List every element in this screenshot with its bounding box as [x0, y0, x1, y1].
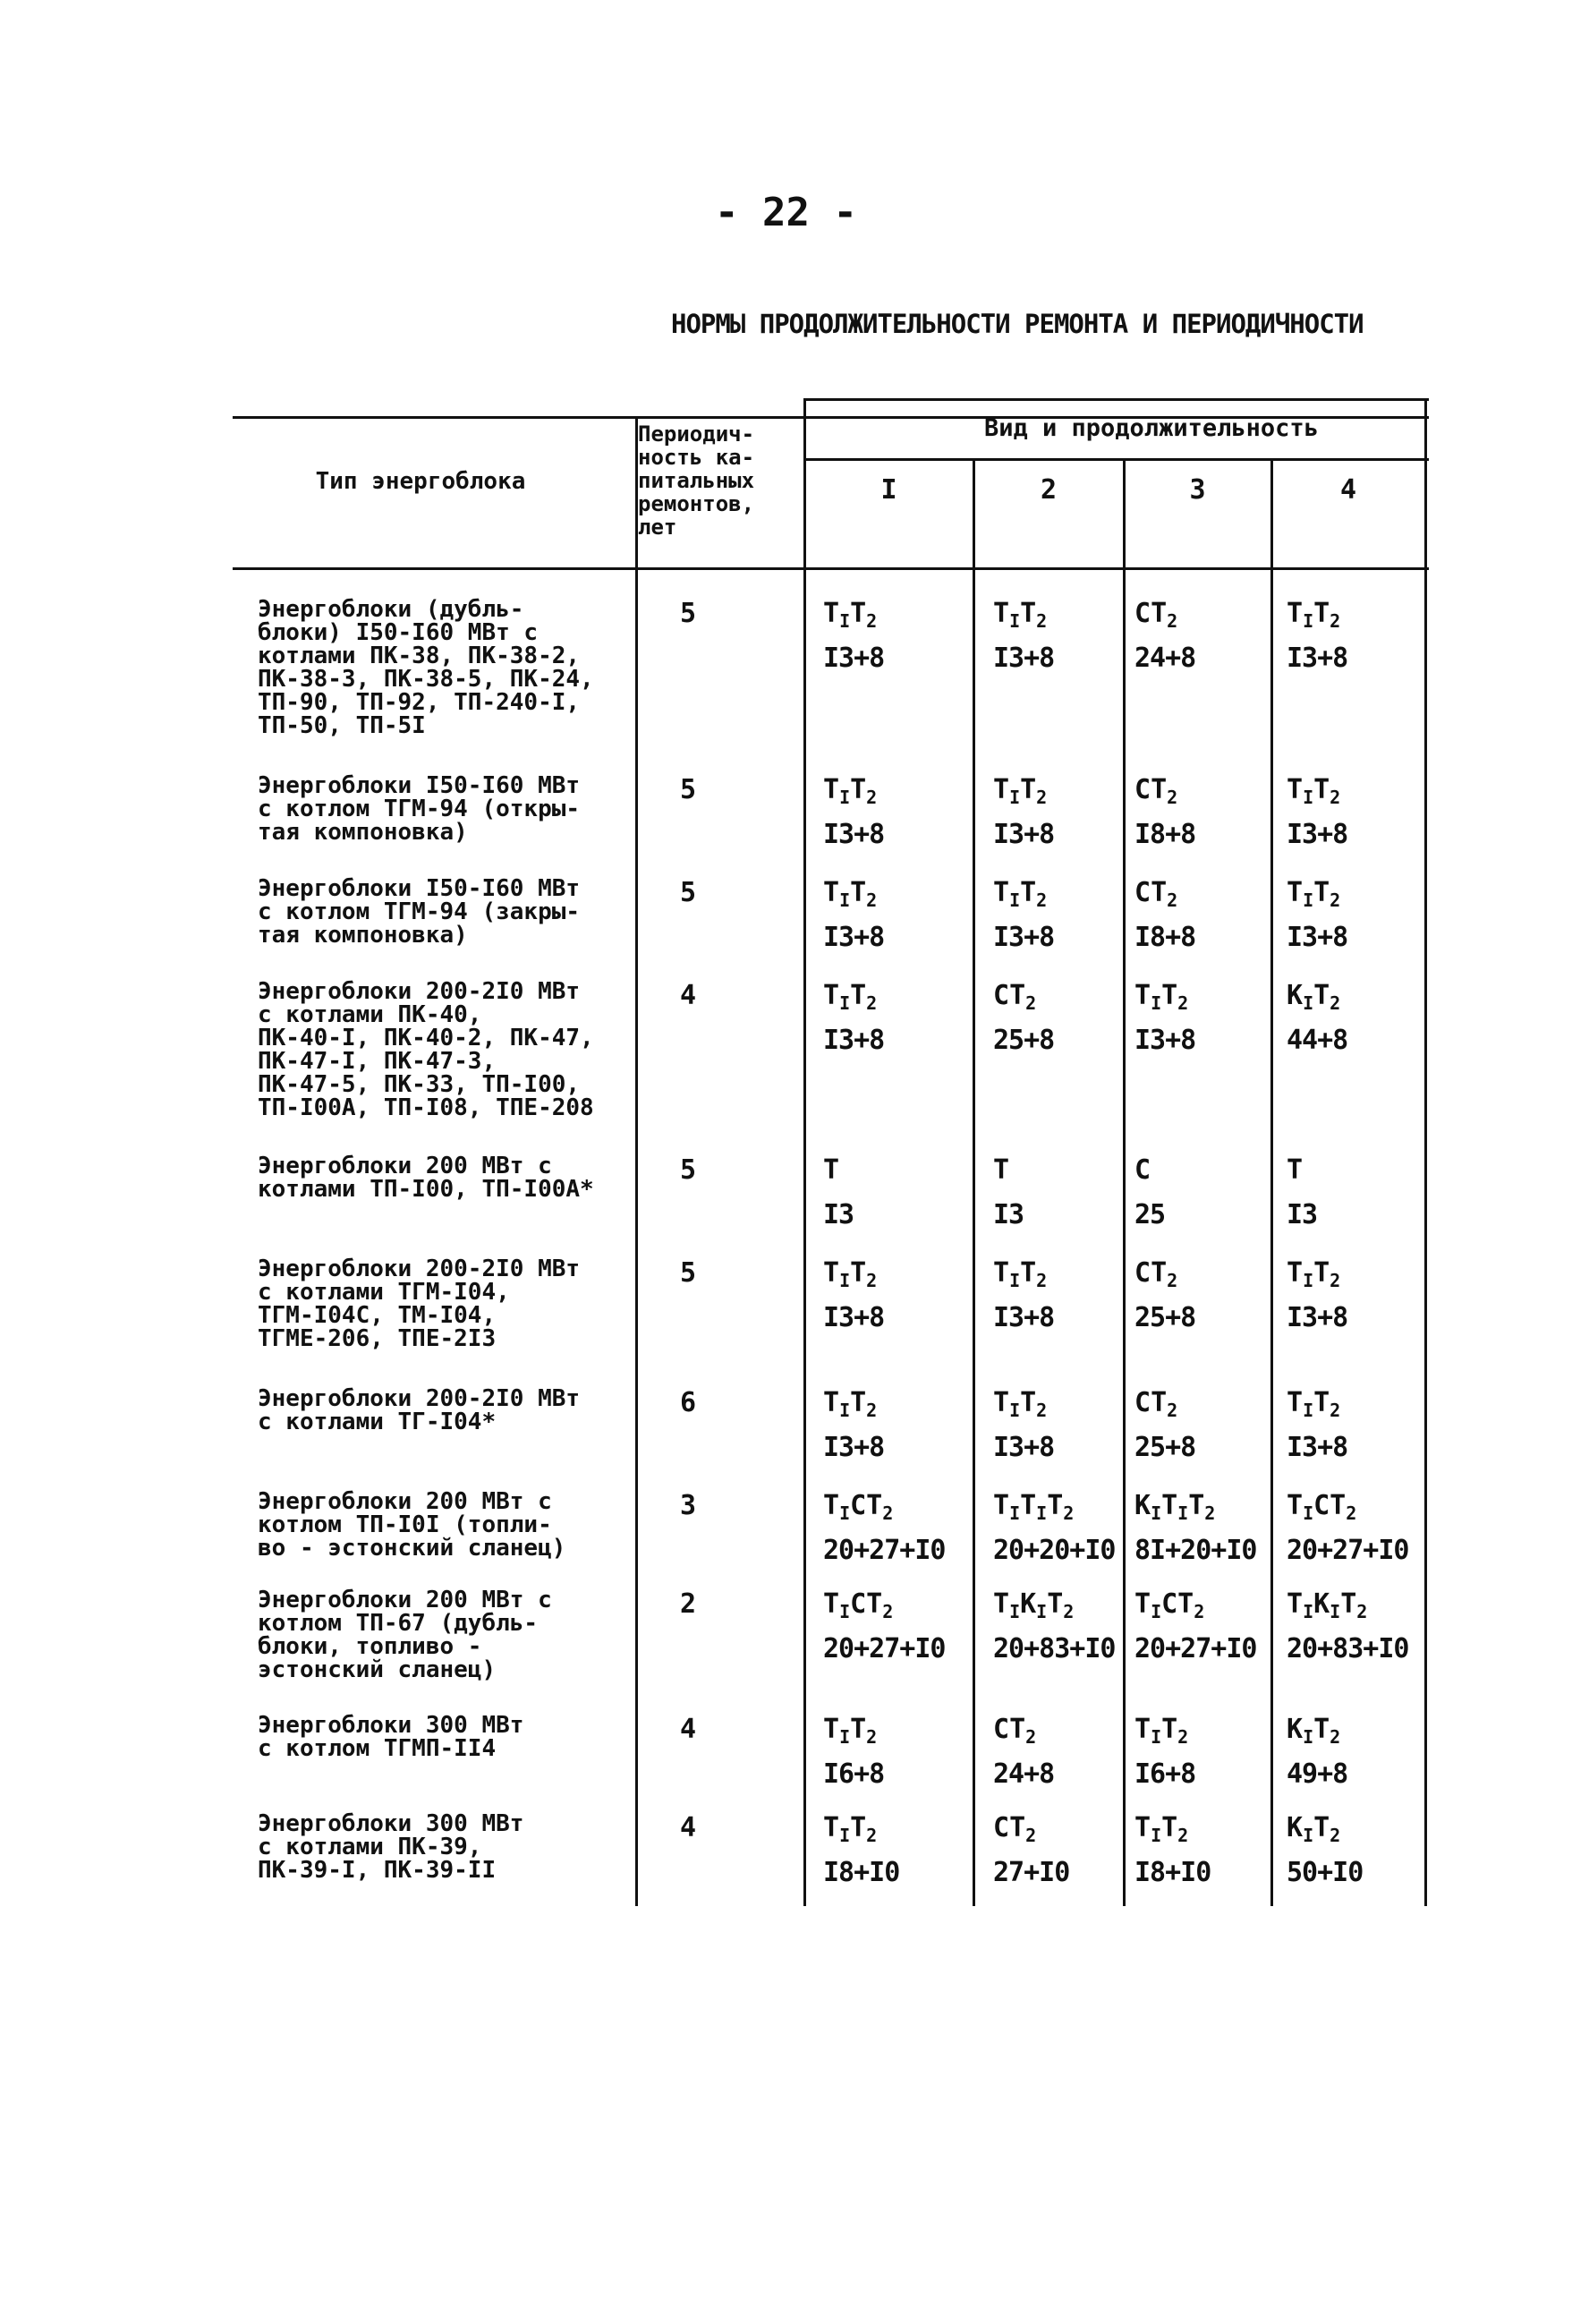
description-line: с котлами ТГ-I04* — [258, 1409, 497, 1435]
repair-duration: 25+8 — [993, 1025, 1055, 1056]
repair-cell — [1134, 598, 1195, 674]
page-number: - 22 - — [715, 190, 857, 235]
repair-code: $T_IT_2$ — [823, 1714, 878, 1748]
row-description — [258, 598, 633, 737]
repair-cell — [823, 1154, 854, 1230]
repair-code: $T_IT_2$ — [823, 1387, 878, 1421]
repair-code: $T_IT_2$ — [1287, 598, 1341, 632]
repair-duration: I3+8 — [1287, 1432, 1348, 1463]
row-description — [258, 980, 633, 1119]
col-divider-3 — [973, 458, 975, 1906]
repair-cell — [1134, 1387, 1195, 1463]
description-line: ТП-50, ТП-5I — [258, 712, 426, 739]
repair-duration: 24+8 — [1134, 643, 1196, 674]
header-period-line: ремонтов, — [638, 491, 755, 516]
header-type: Тип энергоблока — [315, 468, 526, 495]
repair-duration: 20+83+I0 — [993, 1633, 1116, 1664]
row-period: 4 — [680, 1714, 697, 1745]
description-line: котлом ТП-I0I (топли- — [258, 1511, 552, 1538]
row-period: 6 — [680, 1387, 697, 1418]
repair-duration: 20+27+I0 — [1134, 1633, 1257, 1664]
repair-duration: 8I+20+I0 — [1134, 1535, 1257, 1566]
repair-duration: I3+8 — [823, 643, 885, 674]
repair-code: $CT_2$ — [1134, 598, 1178, 632]
repair-cell — [1134, 877, 1195, 953]
description-line: Энергоблоки 300 МВт — [258, 1810, 524, 1837]
repair-cell — [1287, 598, 1347, 674]
repair-cell — [823, 1490, 946, 1566]
column-number: 3 — [1189, 474, 1206, 506]
repair-duration: I8+8 — [1134, 922, 1196, 953]
repair-cell — [1287, 877, 1347, 953]
header-bottom-rule — [233, 567, 1429, 570]
repair-duration: 27+I0 — [993, 1857, 1070, 1888]
repair-duration: 20+27+I0 — [823, 1535, 946, 1566]
description-line: ТГМ-I04С, ТМ-I04, — [258, 1302, 497, 1329]
repair-cell — [1134, 1490, 1257, 1566]
repair-duration: I3+8 — [1287, 643, 1348, 674]
repair-cell — [1134, 1257, 1195, 1333]
repair-cell — [993, 877, 1054, 953]
description-line: Энергоблоки 200-2I0 МВт — [258, 978, 581, 1005]
kind-subheader-rule — [805, 458, 1429, 461]
repair-code: $CT_2$ — [1134, 1257, 1178, 1291]
repair-duration: I6+8 — [1134, 1758, 1196, 1790]
description-line: Энергоблоки 200 МВт с — [258, 1488, 552, 1515]
repair-code: $T_IT_IT_2$ — [993, 1490, 1075, 1524]
row-period: 5 — [680, 1154, 697, 1186]
description-line: с котлами ПК-39, — [258, 1834, 482, 1860]
repair-code: $CT_2$ — [993, 1714, 1037, 1748]
repair-duration: 25+8 — [1134, 1302, 1196, 1333]
repair-cell — [1134, 774, 1195, 850]
repair-cell — [993, 1490, 1116, 1566]
repair-duration: I3+8 — [823, 922, 885, 953]
repair-cell — [823, 980, 884, 1056]
repair-cell — [993, 1257, 1054, 1333]
repair-code: T — [1287, 1154, 1304, 1186]
description-line: ТГМЕ-206, ТПЕ-2I3 — [258, 1325, 497, 1352]
column-number: I — [880, 474, 897, 506]
column-number: 2 — [1040, 474, 1058, 506]
repair-cell — [823, 1257, 884, 1333]
repair-duration: 20+83+I0 — [1287, 1633, 1409, 1664]
repair-cell — [823, 1714, 884, 1790]
repair-cell — [1287, 1812, 1363, 1888]
header-period-line: лет — [638, 515, 677, 540]
repair-duration: I3+8 — [823, 819, 885, 850]
repair-duration: 49+8 — [1287, 1758, 1348, 1790]
row-description — [258, 877, 633, 947]
repair-code: $T_IT_2$ — [1287, 877, 1341, 911]
repair-code: $T_ICT_2$ — [823, 1490, 894, 1524]
description-line: котлами ТП-I00, ТП-I00А* — [258, 1176, 594, 1203]
description-line: во - эстонский сланец) — [258, 1535, 566, 1562]
repair-code: T — [993, 1154, 1010, 1186]
repair-code: $T_IT_2$ — [1134, 980, 1189, 1014]
description-line: с котлом ТГМП-II4 — [258, 1735, 497, 1762]
repair-code: $T_IT_2$ — [993, 774, 1048, 808]
repair-code: $T_IT_2$ — [823, 598, 878, 632]
col-divider-6 — [1424, 398, 1427, 1906]
repair-duration: 20+27+I0 — [823, 1633, 946, 1664]
description-line: блоки, топливо - — [258, 1633, 482, 1660]
repair-code: T — [823, 1154, 840, 1186]
description-line: котлами ПК-38, ПК-38-2, — [258, 643, 581, 669]
repair-code: $T_IT_2$ — [1134, 1714, 1189, 1748]
header-kind: Вид и продолжительность — [984, 414, 1319, 442]
header-period-line: ность ка- — [638, 445, 755, 470]
repair-duration: I8+I0 — [823, 1857, 900, 1888]
description-line: блоки) I50-I60 МВт с — [258, 619, 539, 646]
description-line: Энергоблоки I50-I60 МВт — [258, 772, 581, 799]
repair-cell — [993, 598, 1054, 674]
repair-duration: 24+8 — [993, 1758, 1055, 1790]
repair-cell — [1287, 1154, 1317, 1230]
repair-duration: I3+8 — [823, 1025, 885, 1056]
repair-code: $T_ICT_2$ — [1287, 1490, 1357, 1524]
repair-duration: I3+8 — [993, 643, 1055, 674]
repair-duration: I3+8 — [823, 1302, 885, 1333]
repair-cell — [993, 1588, 1116, 1664]
repair-cell — [993, 1812, 1069, 1888]
repair-code: $CT_2$ — [1134, 877, 1178, 911]
repair-code: $T_ICT_2$ — [823, 1588, 894, 1622]
repair-duration: 20+27+I0 — [1287, 1535, 1409, 1566]
description-line: эстонский сланец) — [258, 1656, 497, 1683]
repair-cell — [993, 774, 1054, 850]
description-line: ПК-40-I, ПК-40-2, ПК-47, — [258, 1025, 594, 1051]
description-line: Энергоблоки (дубль- — [258, 596, 524, 623]
repair-cell — [1134, 1154, 1165, 1230]
repair-cell — [993, 1154, 1024, 1230]
repair-cell — [823, 1588, 946, 1664]
repair-code: $T_IT_2$ — [993, 1257, 1048, 1291]
col-divider-5 — [1270, 458, 1273, 1906]
description-line: с котлами ПК-40, — [258, 1001, 482, 1028]
row-description — [258, 1490, 633, 1560]
description-line: ПК-38-3, ПК-38-5, ПК-24, — [258, 666, 594, 693]
repair-code: $T_IT_2$ — [1287, 1387, 1341, 1421]
description-line: с котлами ТГМ-I04, — [258, 1279, 510, 1306]
description-line: ПК-47-5, ПК-33, ТП-I00, — [258, 1071, 581, 1098]
repair-cell — [1287, 774, 1347, 850]
row-period: 4 — [680, 1812, 697, 1843]
repair-code: $CT_2$ — [993, 980, 1037, 1014]
repair-code: $T_IT_2$ — [823, 774, 878, 808]
row-period: 3 — [680, 1490, 697, 1521]
column-number: 4 — [1339, 474, 1357, 506]
repair-duration: I8+I0 — [1134, 1857, 1211, 1888]
repair-cell — [1287, 1714, 1347, 1790]
repair-duration: 25+8 — [1134, 1432, 1196, 1463]
repair-code: $T_IT_2$ — [823, 877, 878, 911]
row-period: 5 — [680, 598, 697, 629]
description-line: Энергоблоки 300 МВт — [258, 1712, 524, 1739]
description-line: тая компоновка) — [258, 819, 468, 846]
description-line: ПК-47-I, ПК-47-3, — [258, 1048, 497, 1075]
document-title: НОРМЫ ПРОДОЛЖИТЕЛЬНОСТИ РЕМОНТА И ПЕРИОДИЧНОСТИ — [671, 309, 1364, 339]
row-period: 5 — [680, 774, 697, 805]
description-line: ПК-39-I, ПК-39-II — [258, 1857, 497, 1884]
repair-duration: I3+8 — [993, 819, 1055, 850]
row-description — [258, 1714, 633, 1760]
repair-code: C — [1134, 1154, 1151, 1186]
repair-code: $T_IT_2$ — [1287, 774, 1341, 808]
repair-code: $CT_2$ — [993, 1812, 1037, 1846]
repair-cell — [993, 1387, 1054, 1463]
row-period: 2 — [680, 1588, 697, 1620]
repair-duration: I8+8 — [1134, 819, 1196, 850]
repair-cell — [1134, 1714, 1195, 1790]
repair-code: $T_IT_2$ — [993, 598, 1048, 632]
repair-duration: I3+8 — [993, 1432, 1055, 1463]
repair-code: $CT_2$ — [1134, 774, 1178, 808]
repair-cell — [823, 1387, 884, 1463]
row-description — [258, 1387, 633, 1434]
repair-duration: I3+8 — [1287, 1302, 1348, 1333]
repair-code: $T_IT_2$ — [823, 980, 878, 1014]
repair-code: $T_IK_IT_2$ — [993, 1588, 1075, 1622]
row-description — [258, 1812, 633, 1882]
row-period: 5 — [680, 877, 697, 908]
col-divider-2 — [803, 398, 806, 1906]
repair-cell — [823, 774, 884, 850]
description-line: с котлом ТГМ-94 (закры- — [258, 898, 581, 925]
repair-duration: I3+8 — [823, 1432, 885, 1463]
repair-duration: 50+I0 — [1287, 1857, 1364, 1888]
repair-duration: 20+20+I0 — [993, 1535, 1116, 1566]
repair-duration: I3 — [1287, 1199, 1318, 1230]
col-divider-1 — [635, 416, 638, 1906]
repair-duration: 25 — [1134, 1199, 1166, 1230]
kind-header-top-rule — [805, 398, 1429, 401]
repair-code: $T_IT_2$ — [993, 877, 1048, 911]
repair-duration: I3+8 — [1287, 819, 1348, 850]
repair-code: $K_IT_IT_2$ — [1134, 1490, 1216, 1524]
repair-duration: I3 — [823, 1199, 854, 1230]
repair-code: $K_IT_2$ — [1287, 1812, 1341, 1846]
description-line: Энергоблоки 200 МВт с — [258, 1153, 552, 1179]
description-line: Энергоблоки 200-2I0 МВт — [258, 1256, 581, 1282]
row-period: 5 — [680, 1257, 697, 1289]
description-line: котлом ТП-67 (дубль- — [258, 1610, 539, 1637]
repair-code: $T_IT_2$ — [1134, 1812, 1189, 1846]
repair-cell — [993, 1714, 1054, 1790]
description-line: Энергоблоки I50-I60 МВт — [258, 875, 581, 902]
repair-cell — [1287, 980, 1347, 1056]
repair-code: $CT_2$ — [1134, 1387, 1178, 1421]
repair-cell — [1287, 1257, 1347, 1333]
row-description — [258, 1257, 633, 1350]
repair-code: $T_IK_IT_2$ — [1287, 1588, 1368, 1622]
repair-code: $T_IT_2$ — [993, 1387, 1048, 1421]
header-period-line: Периодич- — [638, 421, 755, 447]
row-period: 4 — [680, 980, 697, 1011]
repair-code: $T_ICT_2$ — [1134, 1588, 1205, 1622]
description-line: Энергоблоки 200 МВт с — [258, 1587, 552, 1613]
repair-duration: I3+8 — [1287, 922, 1348, 953]
row-description — [258, 774, 633, 844]
repair-duration: I3+8 — [993, 1302, 1055, 1333]
repair-cell — [823, 877, 884, 953]
repair-code: $T_IT_2$ — [823, 1812, 878, 1846]
description-line: Энергоблоки 200-2I0 МВт — [258, 1385, 581, 1412]
description-line: ТП-90, ТП-92, ТП-240-I, — [258, 689, 581, 716]
repair-cell — [823, 1812, 899, 1888]
row-description — [258, 1588, 633, 1681]
repair-cell — [1287, 1588, 1409, 1664]
repair-code: $T_IT_2$ — [823, 1257, 878, 1291]
repair-cell — [1134, 980, 1195, 1056]
repair-cell — [1134, 1588, 1257, 1664]
header-period — [638, 422, 799, 539]
repair-cell — [1134, 1812, 1211, 1888]
repair-duration: I6+8 — [823, 1758, 885, 1790]
description-line: ТП-I00А, ТП-I08, ТПЕ-208 — [258, 1094, 594, 1121]
repair-code: $T_IT_2$ — [1287, 1257, 1341, 1291]
repair-duration: I3+8 — [993, 922, 1055, 953]
repair-cell — [1287, 1387, 1347, 1463]
repair-duration: 44+8 — [1287, 1025, 1348, 1056]
repair-cell — [823, 598, 884, 674]
repair-cell — [1287, 1490, 1409, 1566]
row-description — [258, 1154, 633, 1201]
repair-duration: I3 — [993, 1199, 1024, 1230]
description-line: тая компоновка) — [258, 922, 468, 949]
col-divider-4 — [1123, 458, 1126, 1906]
repair-code: $K_IT_2$ — [1287, 1714, 1341, 1748]
description-line: с котлом ТГМ-94 (откры- — [258, 796, 581, 822]
repair-duration: I3+8 — [1134, 1025, 1196, 1056]
repair-cell — [993, 980, 1054, 1056]
repair-code: $K_IT_2$ — [1287, 980, 1341, 1014]
header-period-line: питальных — [638, 468, 755, 493]
